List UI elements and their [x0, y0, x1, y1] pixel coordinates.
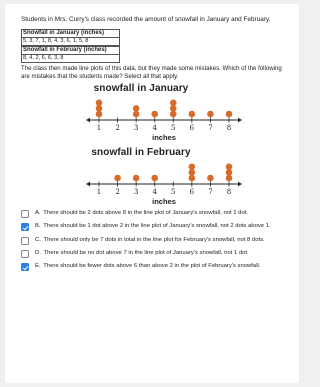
tick-label: 4: [152, 124, 157, 133]
plot-dot: [189, 111, 196, 118]
arrow-left-icon: [86, 118, 90, 122]
tick-label: 7: [208, 188, 213, 197]
tick-label: 3: [133, 124, 139, 133]
february-line-plot: [21, 158, 261, 204]
january-plot-title: snowfall in January: [93, 83, 189, 95]
tick-label: 6: [189, 188, 195, 197]
option-letter: A.: [35, 210, 43, 217]
answer-option[interactable]: [21, 237, 291, 244]
tick-label: 2: [115, 188, 120, 197]
plot-dot: [226, 111, 233, 118]
checkbox[interactable]: [21, 223, 29, 231]
tick-label: 3: [133, 188, 139, 197]
arrow-right-icon: [238, 118, 242, 122]
plot-dot: [207, 111, 214, 118]
plot-dot: [114, 175, 121, 182]
february-table-title: Snowfall in February (inches): [21, 46, 120, 55]
tick-label: 2: [115, 124, 120, 133]
option-letter: C.: [35, 236, 43, 243]
tick-label: 6: [189, 124, 195, 133]
answer-options: [21, 210, 290, 270]
question-text: The class then made line plots of this data, but they made some mistakes. Which of the following are mistakes that the students made? Select all that apply.: [21, 65, 282, 80]
plot-dot: [151, 111, 158, 118]
answer-option[interactable]: [21, 250, 291, 257]
checkbox[interactable]: [21, 210, 29, 218]
tick-label: 5: [171, 188, 176, 197]
option-text: There should be 1 dot above 2 in the line plot of January's snowfall, not 2 dots above 1.: [43, 223, 271, 230]
tick-label: 8: [226, 188, 232, 197]
tick-label: 7: [208, 124, 213, 133]
plot-dot: [151, 175, 158, 182]
option-letter: D.: [35, 250, 43, 257]
option-letter: E.: [35, 263, 43, 270]
february-table-values: 8, 4, 2, 6, 6, 3, 8: [21, 55, 120, 63]
tick-label: 4: [152, 188, 157, 197]
tick-label: 1: [96, 124, 102, 133]
data-tables: [21, 29, 120, 63]
option-text: There should be no dot above 7 in the line plot of January's snowfall, not 1 dot.: [43, 250, 249, 257]
january-line-plot: [21, 94, 261, 140]
question-card: [5, 4, 299, 383]
checkbox[interactable]: [21, 250, 29, 258]
checkbox[interactable]: [21, 263, 29, 271]
x-axis-title: inches: [152, 197, 176, 205]
answer-option[interactable]: [21, 263, 291, 270]
january-table-values: 5, 3, 7, 1, 8, 4, 3, 6, 1, 5, 8: [21, 38, 120, 46]
option-text: There should only be 7 dots in total in the line plot for February's snowfall, not 8 dots.: [43, 236, 265, 243]
plot-dot: [189, 164, 196, 171]
arrow-right-icon: [238, 182, 242, 186]
tick-label: 1: [96, 188, 102, 197]
option-text: There should be 2 dots above 8 in the line plot of January's snowfall, not 1 dot.: [43, 210, 249, 217]
plot-dot: [96, 100, 103, 107]
plot-dot: [133, 105, 140, 112]
january-table-title: Snowfall in January (inches): [21, 29, 120, 38]
tick-label: 8: [226, 124, 232, 133]
answer-option[interactable]: [21, 210, 291, 217]
intro-text: Students in Mrs. Curry's class recorded the amount of snowfall in January and February.: [21, 16, 271, 23]
option-text: There should be fewer dots above 6 than above 2 in the plot of February's snowfall.: [43, 263, 261, 270]
checkbox[interactable]: [21, 237, 29, 245]
february-plot-title: snowfall in February: [91, 147, 191, 159]
plot-dot: [133, 175, 140, 182]
plot-dot: [226, 164, 233, 171]
plot-dot: [170, 100, 177, 107]
arrow-left-icon: [86, 182, 90, 186]
option-letter: B.: [35, 223, 43, 230]
plot-dot: [207, 175, 214, 182]
x-axis-title: inches: [152, 133, 176, 141]
tick-label: 5: [171, 124, 176, 133]
answer-option[interactable]: [21, 223, 291, 230]
